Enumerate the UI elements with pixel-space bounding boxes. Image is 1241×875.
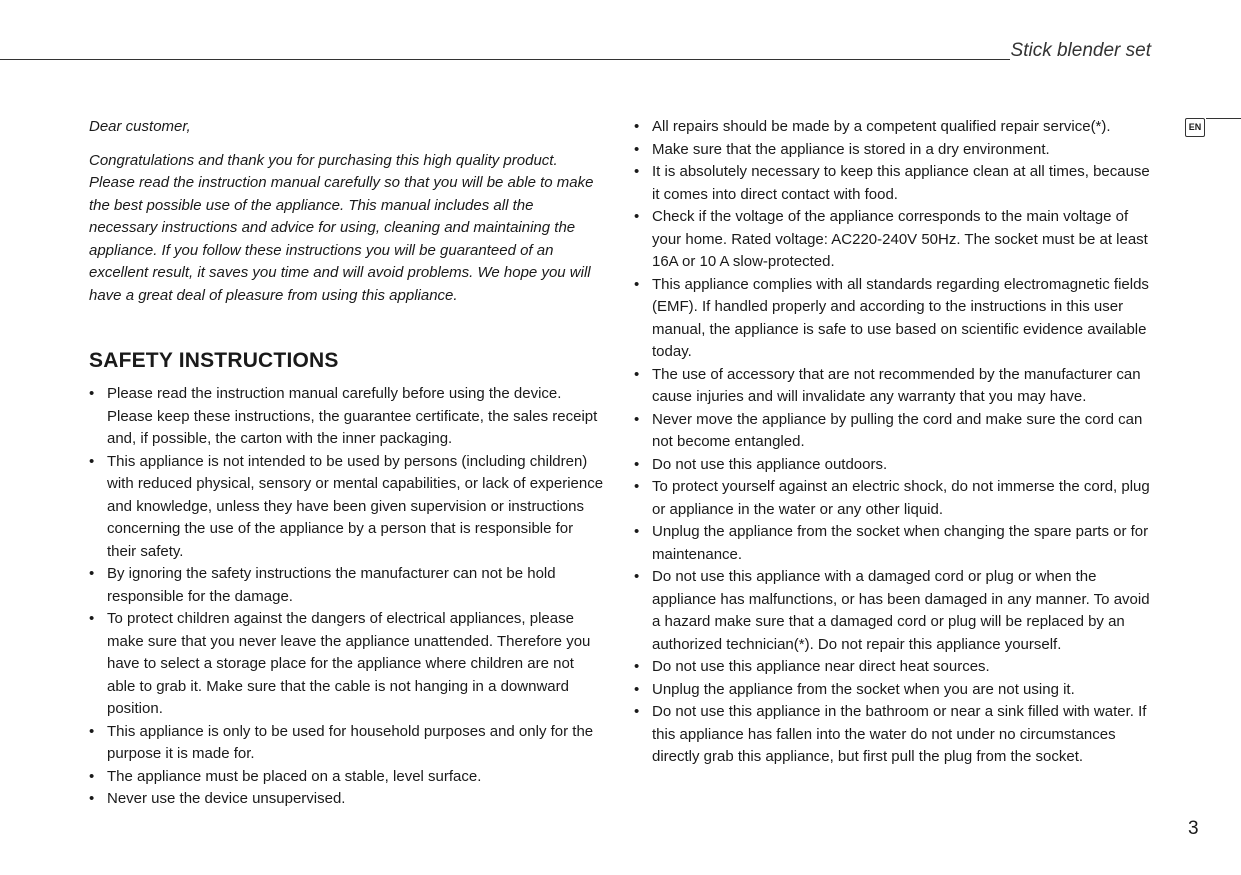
document-title: Stick blender set [1010,40,1151,61]
list-item: • Unplug the appliance from the socket when changing the spare parts or for maintenance. [634,521,1154,566]
left-column [89,116,604,811]
list-item: • Please read the instruction manual carefully before using the device. Please keep these instructions, the guarantee certificate, the sales receipt and, if possible, the carton with the inner packaging. [89,383,604,451]
list-item: • The appliance must be placed on a stable, level surface. [89,766,604,789]
list-item: • This appliance complies with all standards regarding electromagnetic fields (EMF). If handled properly and according to the instructions in this user manual, the appliance is safe to use based on scientific evidence available today. [634,274,1154,364]
header-divider [0,59,1010,60]
right-column [634,116,1154,769]
list-item: • Do not use this appliance outdoors. [634,454,1154,477]
list-item: • Unplug the appliance from the socket when you are not using it. [634,679,1154,702]
list-item: • Do not use this appliance in the bathroom or near a sink filled with water. If this appliance has fallen into the water do not under no circumstances directly grab this appliance, but first pull the plug from the socket. [634,701,1154,769]
list-item: • Do not use this appliance near direct heat sources. [634,656,1154,679]
list-item: • To protect children against the dangers of electrical appliances, please make sure that you never leave the appliance unattended. Therefore you have to select a storage place for the appliance where children are not able to grab it. Make sure that the cable is not hanging in a downward position. [89,608,604,721]
list-item: • This appliance is only to be used for household purposes and only for the purpose it is made for. [89,721,604,766]
list-item: • Never move the appliance by pulling the cord and make sure the cord can not become entangled. [634,409,1154,454]
language-divider [1206,118,1241,119]
list-item: • All repairs should be made by a competent qualified repair service(*). [634,116,1154,139]
list-item: • It is absolutely necessary to keep this appliance clean at all times, because it comes into direct contact with food. [634,161,1154,206]
list-item: • Never use the device unsupervised. [89,788,604,811]
list-item: • Do not use this appliance with a damaged cord or plug or when the appliance has malfunctions, or has been damaged in any manner. To avoid a hazard make sure that a damaged cord or plug will be replaced by an authorized technician(*). Do not repair this appliance yourself. [634,566,1154,656]
list-item: • Make sure that the appliance is stored in a dry environment. [634,139,1154,162]
list-item: • Check if the voltage of the appliance corresponds to the main voltage of your home. Rated voltage: AC220-240V 50Hz. The socket must be at least 16A or 10 A slow-protected. [634,206,1154,274]
intro-paragraph: Congratulations and thank you for purchasing this high quality product. Please read the instruction manual carefully so that you will be able to make the best possible use of the appliance. This manual includes all the necessary instructions and advice for using, cleaning and maintaining the appliance. If you follow these instructions you will be guaranteed of an excellent result, it saves you time and will avoid problems. We hope you will have a great deal of pleasure from using this appliance. [89,151,594,304]
language-badge: EN [1185,118,1205,137]
greeting: Dear customer, [89,118,191,135]
list-item: • To protect yourself against an electric shock, do not immerse the cord, plug or appliance in the water or any other liquid. [634,476,1154,521]
safety-list-left [89,383,604,811]
safety-list-right [634,116,1154,769]
list-item: • By ignoring the safety instructions the manufacturer can not be hold responsible for the damage. [89,563,604,608]
page-number: 3 [1188,818,1199,839]
list-item: • The use of accessory that are not recommended by the manufacturer can cause injuries and will invalidate any warranty that you may have. [634,364,1154,409]
section-heading: SAFETY INSTRUCTIONS [89,349,339,372]
list-item: • This appliance is not intended to be used by persons (including children) with reduced physical, sensory or mental capabilities, or lack of experience and knowledge, unless they have been given supervision or instructions concerning the use of the appliance by a person that is responsible for their safety. [89,451,604,564]
intro-section [89,116,604,307]
